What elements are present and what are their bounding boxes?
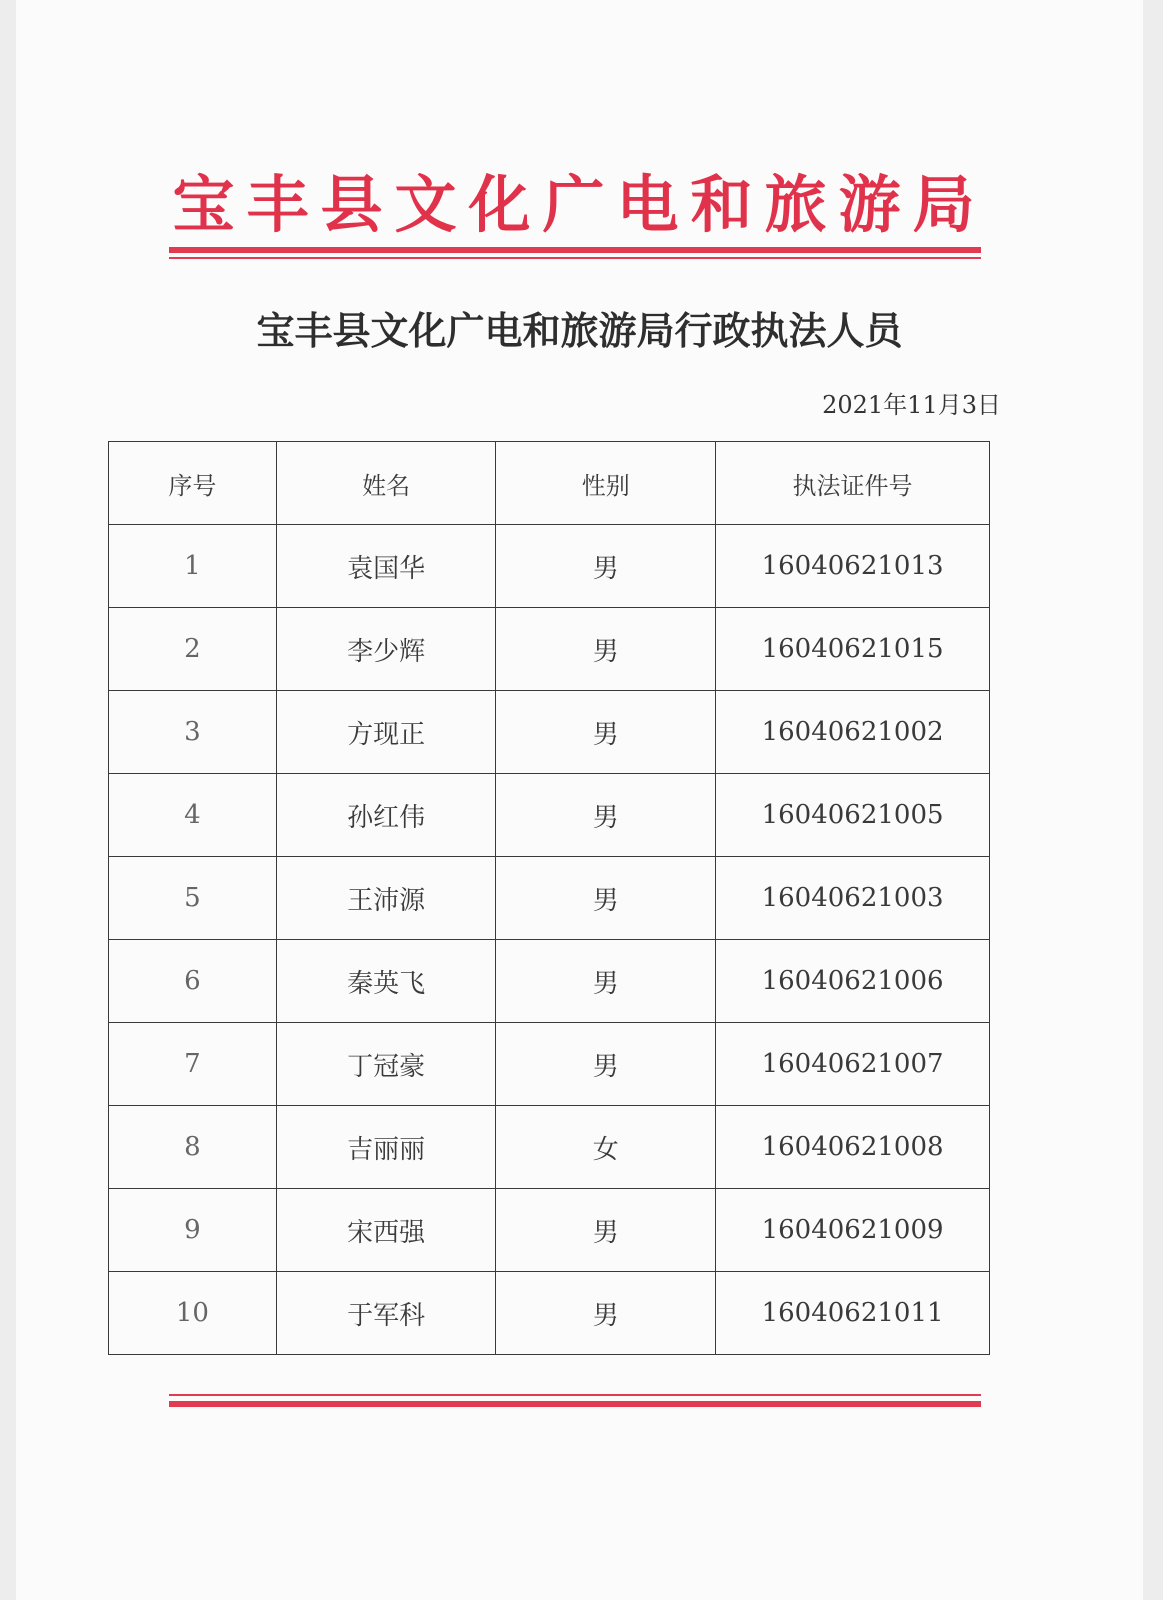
table-row bbox=[109, 691, 990, 774]
table-row bbox=[109, 1272, 990, 1355]
cell-gender: 男 bbox=[496, 525, 716, 608]
cell-seq: 9 bbox=[109, 1189, 277, 1272]
cell-name: 李少辉 bbox=[276, 608, 496, 691]
cell-cert-no: 16040621009 bbox=[716, 1189, 990, 1272]
personnel-table bbox=[108, 441, 990, 1355]
table-row bbox=[109, 608, 990, 691]
cell-gender: 男 bbox=[496, 940, 716, 1023]
letterhead-org-name: 宝丰县文化广电和旅游局 bbox=[172, 168, 987, 241]
cell-name: 宋西强 bbox=[276, 1189, 496, 1272]
cell-seq: 2 bbox=[109, 608, 277, 691]
cell-gender: 男 bbox=[496, 691, 716, 774]
cell-seq: 3 bbox=[109, 691, 277, 774]
table-header-row bbox=[109, 442, 990, 525]
table-row bbox=[109, 1106, 990, 1189]
cell-cert-no: 16040621002 bbox=[716, 691, 990, 774]
cell-cert-no: 16040621006 bbox=[716, 940, 990, 1023]
cell-cert-no: 16040621007 bbox=[716, 1023, 990, 1106]
cell-seq: 6 bbox=[109, 940, 277, 1023]
cell-name: 秦英飞 bbox=[276, 940, 496, 1023]
cell-seq: 5 bbox=[109, 857, 277, 940]
header-gender: 性别 bbox=[496, 442, 716, 525]
header-name: 姓名 bbox=[276, 442, 496, 525]
table-row bbox=[109, 857, 990, 940]
cell-name: 吉丽丽 bbox=[276, 1106, 496, 1189]
cell-gender: 男 bbox=[496, 608, 716, 691]
cell-cert-no: 16040621003 bbox=[716, 857, 990, 940]
document-page bbox=[16, 0, 1143, 1600]
letterhead-rule-thin bbox=[169, 257, 981, 259]
table-row bbox=[109, 1189, 990, 1272]
cell-gender: 女 bbox=[496, 1106, 716, 1189]
cell-name: 于军科 bbox=[276, 1272, 496, 1355]
cell-gender: 男 bbox=[496, 857, 716, 940]
cell-seq: 10 bbox=[109, 1272, 277, 1355]
cell-seq: 1 bbox=[109, 525, 277, 608]
table-row bbox=[109, 774, 990, 857]
cell-cert-no: 16040621008 bbox=[716, 1106, 990, 1189]
cell-name: 方现正 bbox=[276, 691, 496, 774]
document-title: 宝丰县文化广电和旅游局行政执法人员 bbox=[256, 308, 903, 353]
cell-gender: 男 bbox=[496, 1023, 716, 1106]
cell-name: 孙红伟 bbox=[276, 774, 496, 857]
cell-name: 王沛源 bbox=[276, 857, 496, 940]
footer-rule-thin bbox=[169, 1394, 981, 1396]
table-row bbox=[109, 525, 990, 608]
footer-rule-thick bbox=[169, 1401, 981, 1407]
cell-seq: 8 bbox=[109, 1106, 277, 1189]
cell-name: 丁冠豪 bbox=[276, 1023, 496, 1106]
cell-seq: 7 bbox=[109, 1023, 277, 1106]
letterhead-rule-thick bbox=[169, 247, 981, 253]
table-row bbox=[109, 940, 990, 1023]
cell-cert-no: 16040621011 bbox=[716, 1272, 990, 1355]
cell-cert-no: 16040621013 bbox=[716, 525, 990, 608]
cell-seq: 4 bbox=[109, 774, 277, 857]
cell-cert-no: 16040621015 bbox=[716, 608, 990, 691]
cell-gender: 男 bbox=[496, 1189, 716, 1272]
table-row bbox=[109, 1023, 990, 1106]
cell-gender: 男 bbox=[496, 774, 716, 857]
cell-name: 袁国华 bbox=[276, 525, 496, 608]
header-cert-no: 执法证件号 bbox=[716, 442, 990, 525]
cell-cert-no: 16040621005 bbox=[716, 774, 990, 857]
document-date: 2021年11月3日 bbox=[822, 391, 1001, 419]
cell-gender: 男 bbox=[496, 1272, 716, 1355]
header-seq: 序号 bbox=[109, 442, 277, 525]
